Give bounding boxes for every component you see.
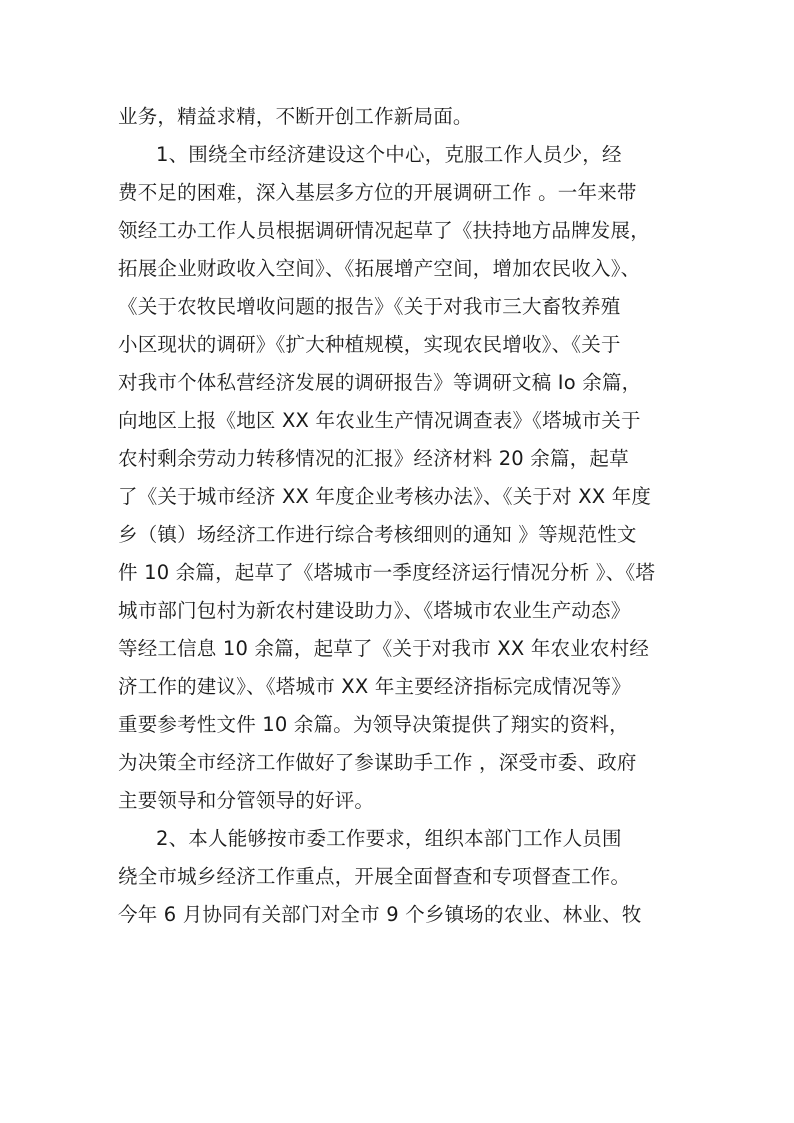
text-line: 为决策全市经济工作做好了参谋助手工作 ，深受市委、政府 <box>118 751 637 774</box>
paragraph-1-first-line: 1、围绕全市经济建设这个中心，克服工作人员少，经 <box>156 143 622 166</box>
text-line: 拓展企业财政收入空间》、《拓展增产空间，增加农民收入》、 <box>118 257 641 280</box>
text-line: 主要领导和分管领导的好评。 <box>118 789 375 812</box>
text-line: 乡（镇）场经济工作进行综合考核细则的通知 》等规范性文 <box>118 523 637 546</box>
text-line: 今年 6 月协同有关部门对全市 9 个乡镇场的农业、林业、牧 <box>118 903 642 926</box>
text-line: 领经工办工作人员根据调研情况起草了《扶持地方品牌发展， <box>118 219 650 242</box>
text-line: 济工作的建议》、《塔城市 XX 年主要经济指标完成情况等》 <box>118 675 631 698</box>
text-line: 重要参考性文件 10 余篇。为领导决策提供了翔实的资料， <box>118 713 629 736</box>
text-line: 了《关于城市经济 XX 年度企业考核办法》、《关于对 XX 年度 <box>118 485 652 508</box>
text-line: 小区现状的调研》《扩大种植规模，实现农民增收》、《关于 <box>118 333 621 356</box>
text-line: 《关于农牧民增收问题的报告》《关于对我市三大畜牧养殖 <box>118 295 621 318</box>
text-line: 件 10 余篇，起草了《塔城市一季度经济运行情况分析 》、《塔 <box>118 561 656 584</box>
body-text <box>118 98 698 934</box>
text-line: 向地区上报《地区 XX 年农业生产情况调查表》《塔城市关于 <box>118 409 641 432</box>
text-line: 对我市个体私营经济发展的调研报告》等调研文稿 Io 余篇， <box>118 371 642 394</box>
text-line: 费不足的困难，深入基层多方位的开展调研工作 。一年来带 <box>118 181 637 204</box>
text-line: 等经工信息 10 余篇，起草了《关于对我市 XX 年农业农村经 <box>118 637 650 660</box>
text-line: 农村剩余劳动力转移情况的汇报》经济材料 20 余篇，起草 <box>118 447 629 470</box>
text-line: 绕全市城乡经济工作重点，开展全面督查和专项督查工作。 <box>118 865 631 888</box>
text-line: 城市部门包村为新农村建设助力》、《塔城市农业生产动态》 <box>118 599 631 622</box>
text-line: 业务，精益求精，不断开创工作新局面。 <box>118 105 473 128</box>
paragraph-2-first-line: 2、本人能够按市委工作要求，组织本部门工作人员围 <box>156 827 622 850</box>
